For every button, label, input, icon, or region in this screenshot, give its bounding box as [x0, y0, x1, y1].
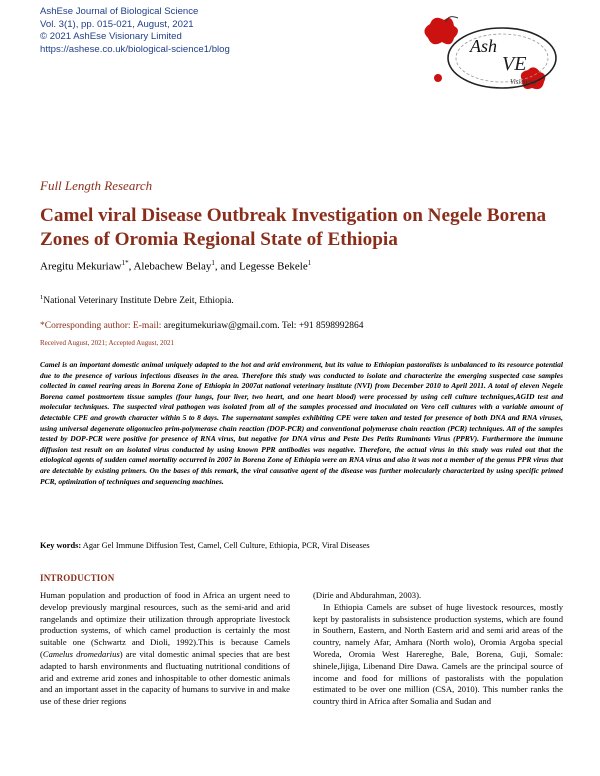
paper-title: Camel viral Disease Outbreak Investigation on Negele Borena Zones of Oromia Regional State of Ethiopia [40, 205, 547, 250]
section-heading-introduction: INTRODUCTION [40, 573, 115, 583]
publisher-logo [418, 8, 566, 108]
corresponding-author [40, 321, 364, 331]
intro-paragraph [40, 590, 290, 708]
publisher-logo-graphic [418, 8, 566, 108]
intro-right-column [313, 590, 563, 708]
intro-text: ) are vital domestic animal species that are best adapted to harsh environments and fluctuating nutritional conditions of arid and extreme arid zones and inhospitable to other domestic animals and an important asset in the capacity of humans to survive in and make use of these drier regions [40, 648, 290, 707]
abstract: Camel is an important domestic animal uniquely adapted to the hot and arid environment, but its value to Ethiopian pastoralists is unbalanced to its resource potential due to the presence of various infectious diseases in the area. Therefore this study was conducted to isolate and characterize the emerging suspected case samples collected in camel rearing areas in Borena Zone of Ethiopia in 2007at national veterinary institute (NVI) from December 2010 to April 2011. A total of eleven Negele Borena camel postmortem tissue samples (four lungs, four liver, two heart, and one heart blood) were processed by using cell culture techniques,AGID test and molecular techniques. The suspected viral pathogen was isolated from all of the samples processed and inoculated on Vero cell cultures with a variable amount of detectable CPE and growth character within 5 to 8 days. The supernatant samples exhibiting CPE were taken and tested for presence of both DNA and RNA viruses, using universal degenerate oligonucleo prim-polymerase chain reaction (DOP-PCR) and conventional polymerase chain reaction (PCR) techniques. All of the samples tested by DOP-PCR were positive for presence of RNA virus, but negative for DNA virus and Peste Des Petits Ruminants Virus (PPRV). Furthermore the immune diffusion test result on an isolated virus conducted by using known PPR antibodies was negative. Therefore, the actual virus in this study was ruled out that the etiological agents of sudden camel mortality occurred in 2007 in Borena Zone of Ethiopia were an RNA virus and also it was not a member of the genus PPR virus that are detectable by existing primers. On the bases of this remark, the viral causative agent of the disease was further molecularly characterized by using specific primed PCR, optimization of techniques and sequencing machines. [40, 360, 563, 486]
logo-dot [434, 74, 442, 82]
article-type: Full Length Research [40, 178, 153, 193]
journal-url[interactable]: https://ashese.co.uk/biological-science1/blog [40, 43, 230, 55]
author-name: Alebachew Belay [133, 260, 212, 273]
intro-paragraph: In Ethiopia Camels are subset of huge livestock resources, mostly kept by pastoralists in subsistence production systems, which are found in Southern, Eastern, and North Eastern arid and semi arid areas of the country, namely Afar, Amhara (North wolo), Oromia Argoba special Woreda, Oromia West Harereghe, Bale, Borena, Guji, Somale: shinele,Jijiga, Libenand Dire Dawa. Camels are the principal source of income and food for millions of pastoralists with the population estimated to be over one million (CSA, 2010). This number ranks the country third in Africa after Somalia and Sudan and [313, 601, 563, 707]
journal-volume: Vol. 3(1), pp. 015-021, August, 2021 [40, 18, 194, 30]
logo-text-visionary: Visionary [510, 78, 537, 86]
author-separator: , [128, 260, 134, 273]
logo-text-ash: Ash [470, 36, 497, 56]
author-affiliation-mark: 1* [121, 259, 129, 267]
logo-red-blob-1 [424, 18, 458, 45]
species-name: Camelus dromedarius [42, 648, 120, 659]
corresponding-label: *Corresponding author: E-mail: [40, 321, 164, 331]
intro-paragraph: (Dirie and Abdurahman, 2003). [313, 590, 422, 600]
affiliation-mark: 1 [40, 294, 44, 301]
keywords-text: Agar Gel Immune Diffusion Test, Camel, Cell Culture, Ethiopia, PCR, Viral Diseases [81, 541, 370, 550]
journal-copyright: © 2021 AshEse Visionary Limited [40, 31, 182, 42]
affiliation-text: National Veterinary Institute Debre Zeit, Ethiopia. [43, 296, 234, 307]
author-separator: , and [214, 260, 239, 273]
journal-name: AshEse Journal of Biological Science [40, 6, 199, 17]
corresponding-email[interactable]: aregitumekuriaw@gmail.com [163, 321, 278, 331]
author-list [40, 259, 311, 273]
logo-text-ve: VE [502, 53, 527, 75]
intro-left-column [40, 590, 290, 708]
intro-text: Human population and production of food in Africa an urgent need to develop previously marginal resources, such as the semi-arid and arid rangelands and optimize their utilization through appropriate livestock production systems, of which camel production is certainly the most suitable one (Schwartz and Dioli, 1992).This is because Camels ( [40, 590, 290, 659]
journal-header [40, 6, 380, 56]
keywords-label: Key words: [40, 541, 82, 550]
author-affiliation-mark: 1 [307, 259, 312, 267]
author-affiliation-mark: 1 [211, 259, 215, 267]
keywords [40, 541, 563, 550]
affiliation [40, 294, 234, 306]
corresponding-tel: . Tel: +91 8598992864 [277, 321, 364, 331]
author-name: Legesse Bekele [239, 260, 308, 273]
received-accepted-dates: Received August, 2021; Accepted August, 2021 [40, 339, 174, 347]
author-name: Aregitu Mekuriaw [40, 260, 122, 273]
